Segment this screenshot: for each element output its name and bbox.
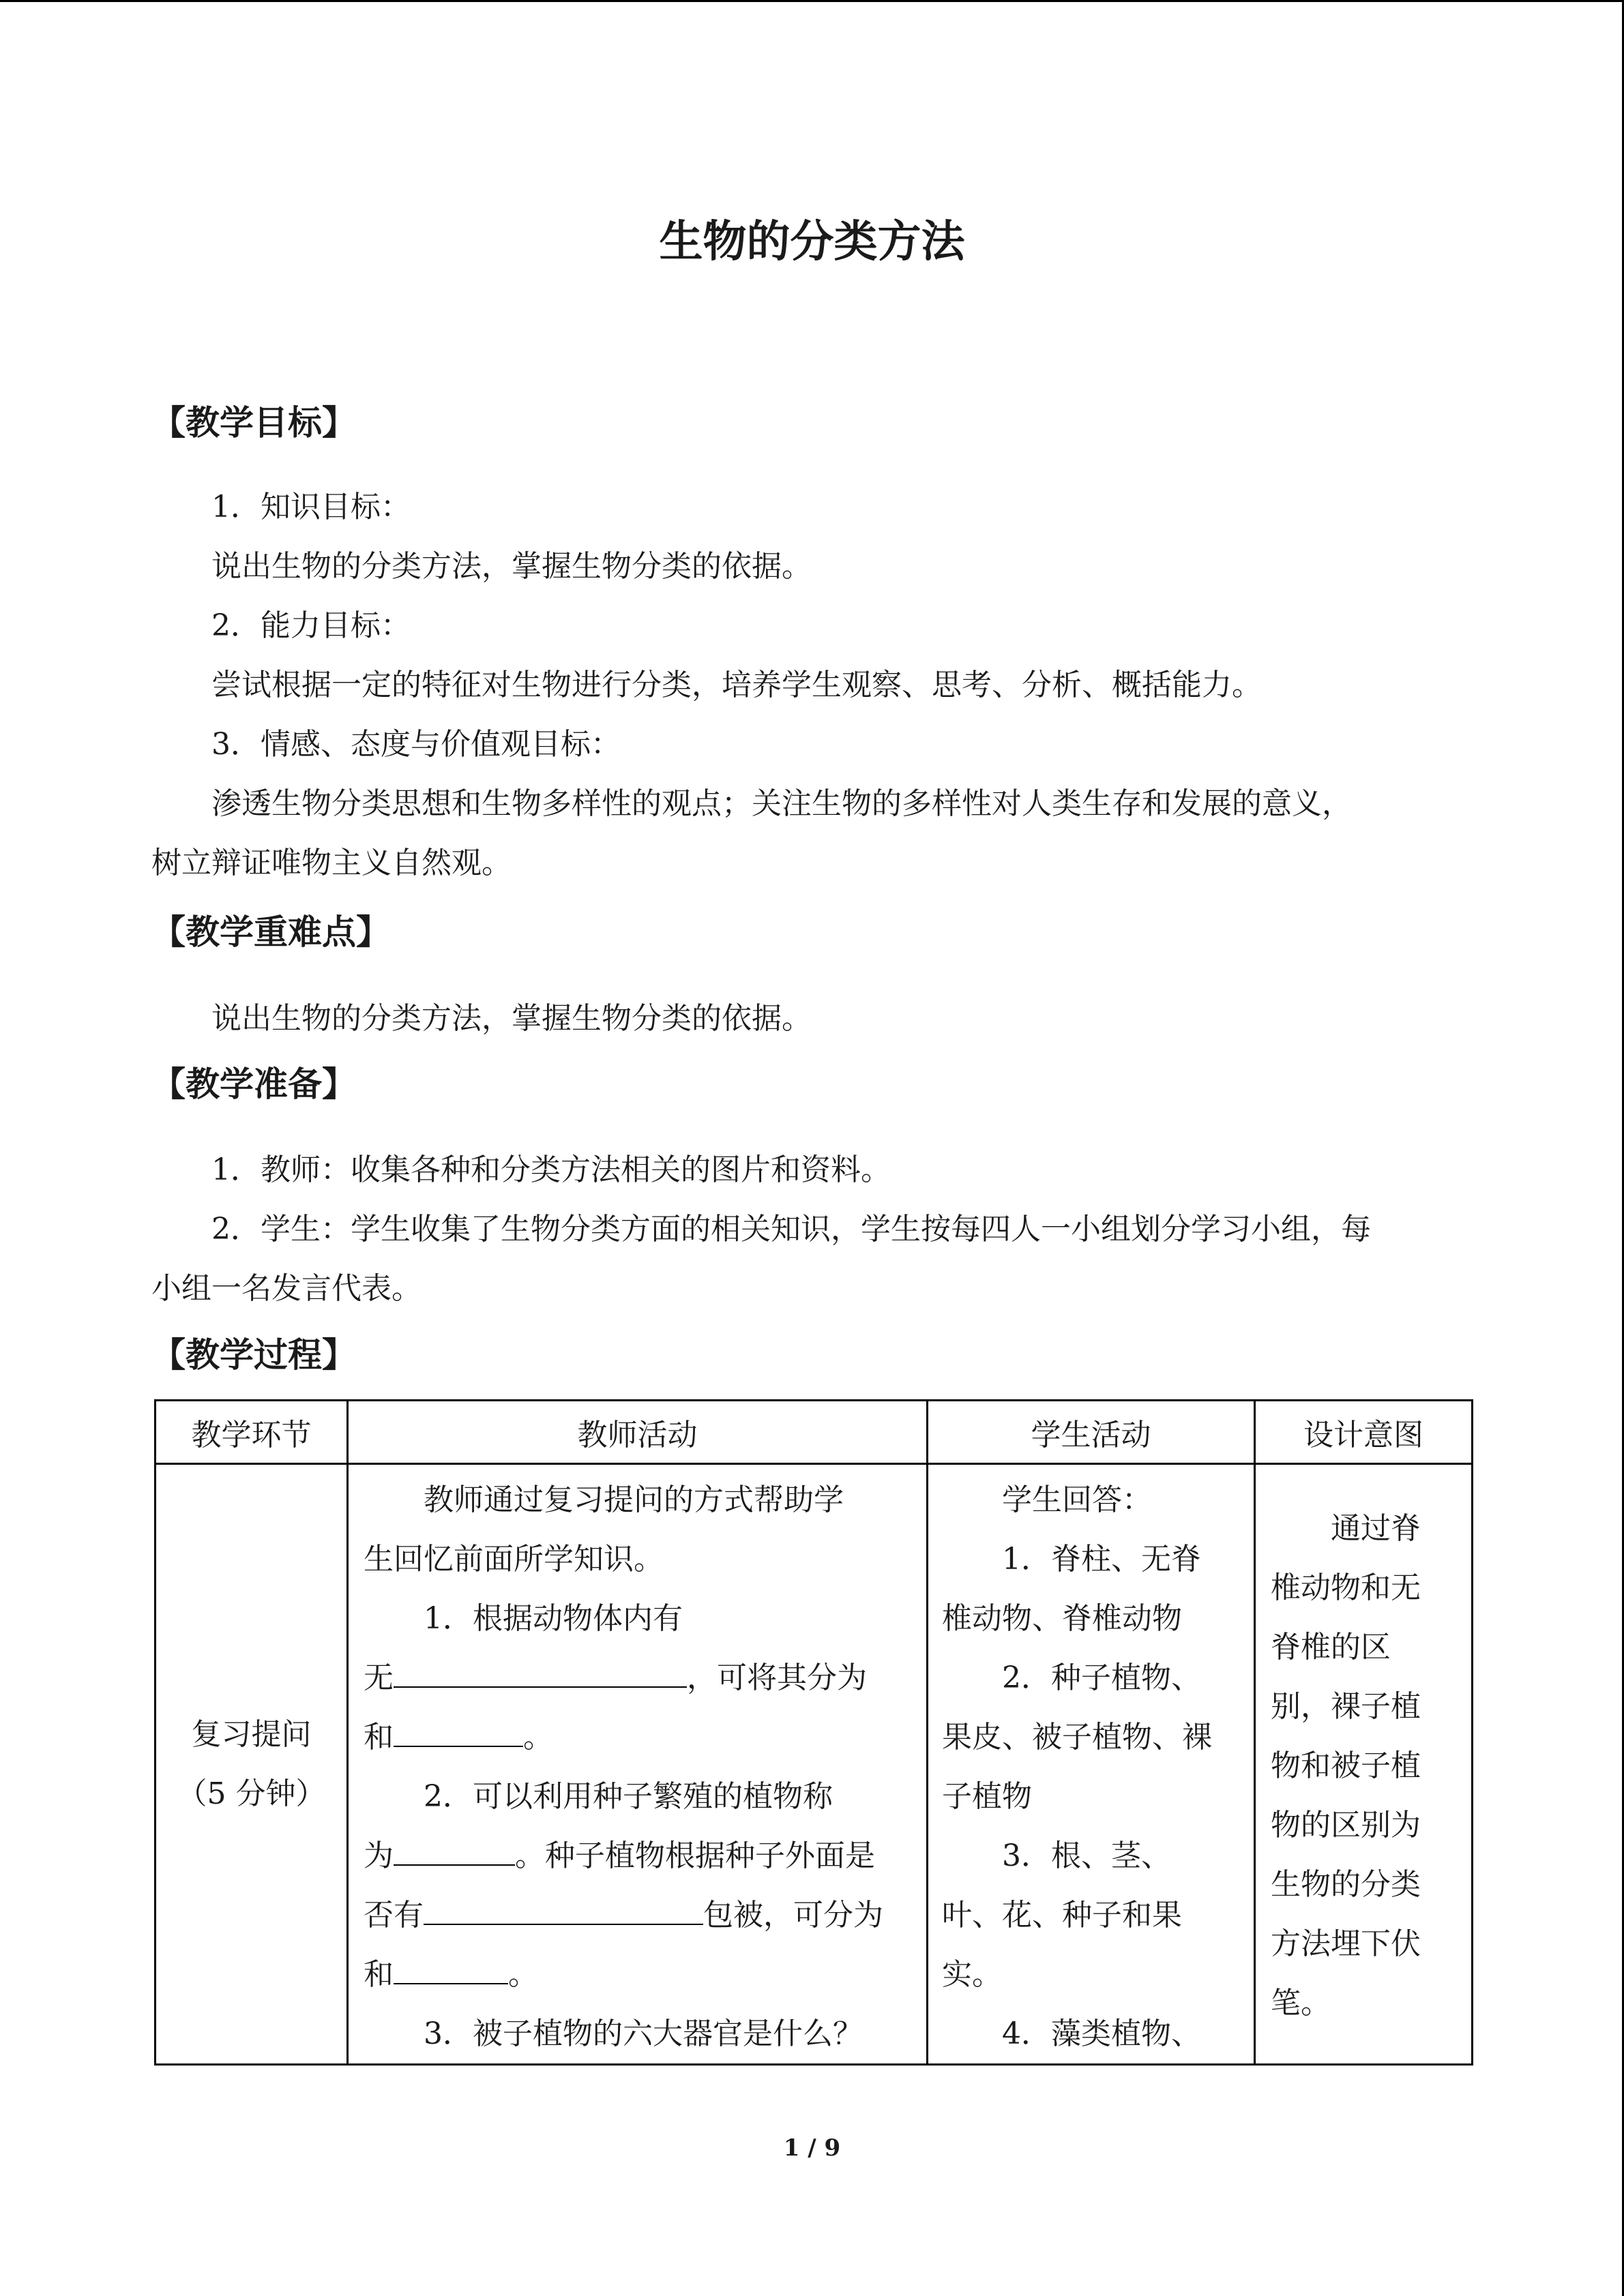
- teacher-text: 否有: [364, 1898, 424, 1933]
- intent-line: 别，裸子植: [1271, 1689, 1421, 1724]
- top-border: [0, 0, 1624, 2]
- teacher-line: [364, 1648, 914, 1708]
- table-header-row: [156, 1401, 1473, 1464]
- goal-line: 树立辩证唯物主义自然观。: [151, 846, 512, 880]
- fill-blank: [424, 1896, 703, 1925]
- heading-preparation: 【教学准备】: [151, 1064, 356, 1104]
- teacher-text: 和: [364, 1720, 394, 1755]
- intent-line: 椎动物和无: [1271, 1570, 1421, 1605]
- teacher-line: [364, 1826, 914, 1885]
- teacher-text: 。种子植物根据种子外面是: [515, 1838, 875, 1873]
- student-cell: [928, 1464, 1255, 2065]
- prep-line: 小组一名发言代表。: [151, 1271, 422, 1306]
- teacher-line: 3．被子植物的六大器官是什么？: [424, 2016, 863, 2051]
- goal-line: 1．知识目标：: [211, 490, 411, 524]
- process-table: [154, 1399, 1473, 2066]
- intent-cell: [1255, 1464, 1473, 2065]
- teacher-text: ，可将其分为: [687, 1660, 867, 1695]
- teacher-line: 1．根据动物体内有: [424, 1601, 683, 1636]
- student-line: 1．脊柱、无脊: [1002, 1542, 1201, 1577]
- teacher-text: 。: [508, 1957, 538, 1992]
- header-intent: 设计意图: [1255, 1401, 1473, 1464]
- student-line: 子植物: [942, 1779, 1032, 1814]
- heading-key-points: 【教学重难点】: [151, 912, 390, 952]
- goal-line: 说出生物的分类方法，掌握生物分类的依据。: [211, 549, 812, 584]
- table-row: [156, 1464, 1473, 2065]
- key-point-text: 说出生物的分类方法，掌握生物分类的依据。: [211, 1001, 812, 1036]
- teacher-line: 教师通过复习提问的方式帮助学: [424, 1482, 844, 1517]
- teacher-text: 包被，可分为: [703, 1898, 883, 1933]
- goal-line: 3．情感、态度与价值观目标：: [211, 727, 621, 762]
- teacher-text: 。: [523, 1720, 553, 1755]
- heading-goals: 【教学目标】: [151, 403, 356, 443]
- header-teacher: 教师活动: [348, 1401, 928, 1464]
- student-line: 实。: [942, 1957, 1002, 1992]
- heading-process: 【教学过程】: [151, 1335, 356, 1375]
- page-title: 生物的分类方法: [659, 217, 965, 267]
- intent-line: 脊椎的区: [1271, 1630, 1391, 1665]
- teacher-line: [364, 1885, 914, 1945]
- student-line: 学生回答：: [1002, 1482, 1152, 1517]
- page-number: 1 / 9: [783, 2134, 841, 2162]
- student-line: 果皮、被子植物、裸: [942, 1720, 1212, 1755]
- prep-line: 1．教师：收集各种和分类方法相关的图片和资料。: [211, 1152, 891, 1187]
- stage-cell: [156, 1464, 348, 2065]
- teacher-text: 和: [364, 1957, 394, 1992]
- intent-line: 方法埋下伏: [1271, 1926, 1421, 1961]
- header-student: 学生活动: [928, 1401, 1255, 1464]
- goal-line: 2．能力目标：: [211, 608, 411, 643]
- stage-duration: （5 分钟）: [177, 1776, 326, 1811]
- teacher-cell: [348, 1464, 928, 2065]
- teacher-text: 为: [364, 1838, 394, 1873]
- teacher-line: 2．可以利用种子繁殖的植物称: [424, 1779, 833, 1814]
- intent-line: 物和被子植: [1271, 1748, 1421, 1783]
- fill-blank: [394, 1837, 515, 1866]
- goal-line: 渗透生物分类思想和生物多样性的观点；关注生物的多样性对人类生存和发展的意义，: [211, 786, 1352, 821]
- fill-blank: [394, 1718, 523, 1747]
- teacher-line: [364, 1708, 914, 1767]
- intent-line: 生物的分类: [1271, 1867, 1421, 1902]
- student-line: 2．种子植物、: [1002, 1660, 1201, 1695]
- intent-line: 通过脊: [1331, 1511, 1421, 1546]
- teacher-line: 生回忆前面所学知识。: [364, 1542, 664, 1577]
- fill-blank: [394, 1659, 687, 1688]
- student-line: 叶、花、种子和果: [942, 1898, 1182, 1933]
- teacher-line: [364, 1945, 914, 2004]
- prep-line: 2．学生：学生收集了生物分类方面的相关知识，学生按每四人一小组划分学习小组，每: [211, 1212, 1371, 1247]
- intent-line: 笔。: [1271, 1986, 1331, 2021]
- stage-name: 复习提问: [191, 1717, 312, 1752]
- teacher-text: 无: [364, 1660, 394, 1695]
- student-line: 3．根、茎、: [1002, 1838, 1171, 1873]
- student-line: 4．藻类植物、: [1002, 2016, 1201, 2051]
- header-stage: 教学环节: [156, 1401, 348, 1464]
- fill-blank: [394, 1956, 508, 1984]
- student-line: 椎动物、脊椎动物: [942, 1601, 1182, 1636]
- goal-line: 尝试根据一定的特征对生物进行分类，培养学生观察、思考、分析、概括能力。: [211, 668, 1262, 702]
- intent-line: 物的区别为: [1271, 1808, 1421, 1843]
